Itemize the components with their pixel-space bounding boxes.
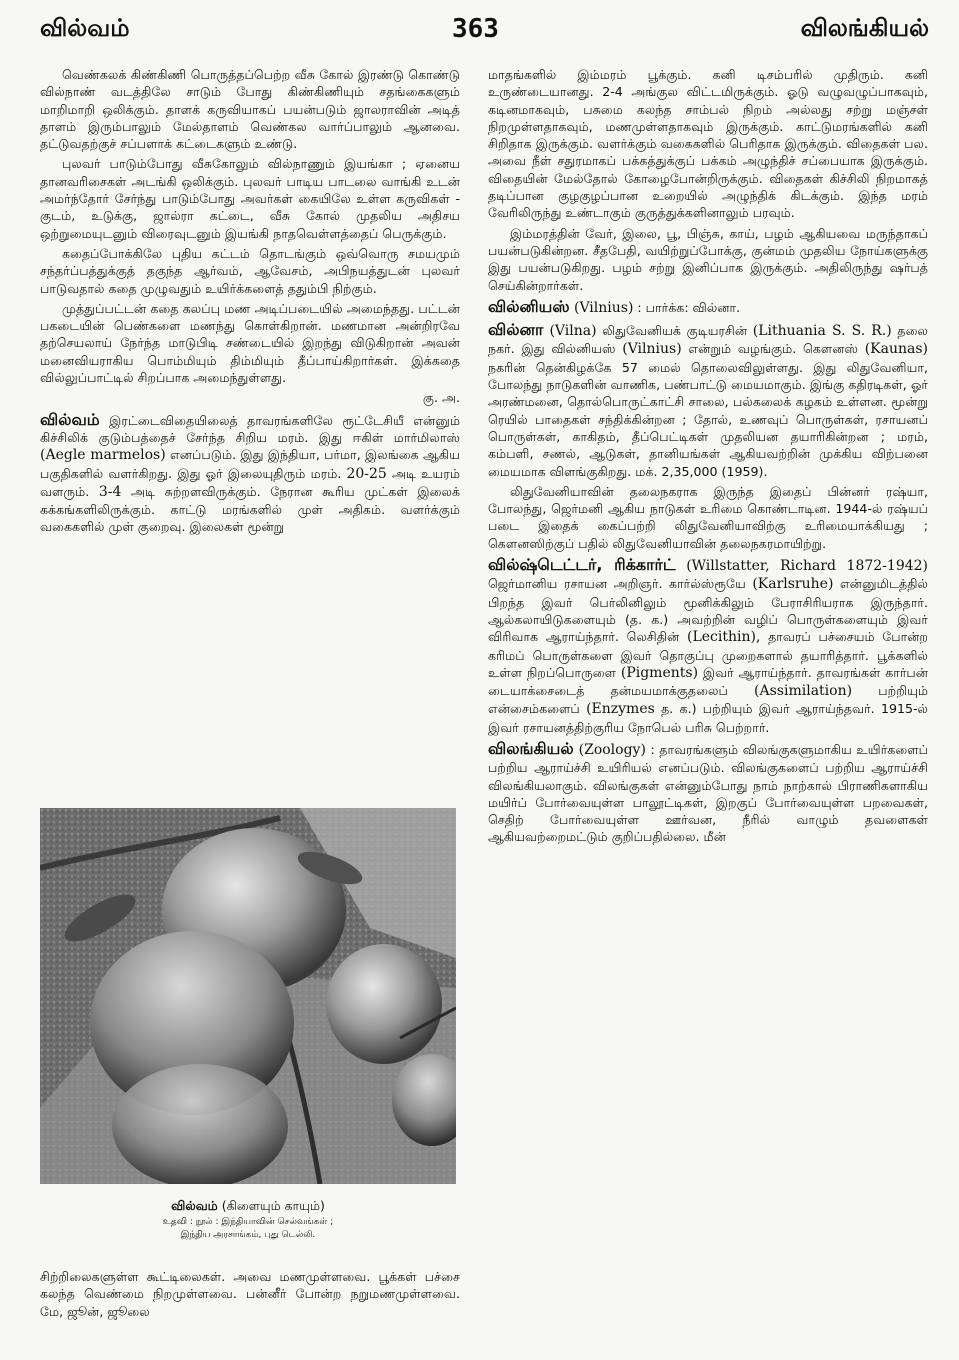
number: 3-4 <box>98 483 122 500</box>
page-number: 363 <box>452 14 499 44</box>
entry-text: அடி உயரம் வளரும். <box>40 465 460 499</box>
latin-name: (Zoology) <box>573 741 646 758</box>
entry-text: லிதுவேனியக் குடியரசின் <box>596 323 753 339</box>
figure-credit <box>40 1216 456 1242</box>
running-head-right: விலங்கியல் <box>800 14 929 42</box>
entry-text: என்றும் வழங்கும். கௌனஸ் <box>681 341 865 357</box>
entry-vilnius <box>488 298 928 317</box>
right-column <box>488 66 928 849</box>
entry-text: இரட்டைவிதையிலைத் தாவரங்களிலே ரூட்டேசியீ என்னும் கிச்சிலிக் குடும்பத்தைச் சேர்ந்த சிறிய மரம். இது ஈகிள் மார்மிலாஸ் <box>40 412 460 445</box>
entry-vilvam <box>40 411 460 536</box>
entry-vilna <box>488 321 928 480</box>
paragraph: வெண்கலக் கிண்கிணி பொருத்தப்பெற்ற வீசு கோல் இரண்டு கொண்டு வில்நாண் வடத்திலே சாடும் போது கிண்கிணியும் சதங்கைகளும் மாறிமாறி ஒலிக்கும். தாளக் கருவியாகப் பயன்படும் ஜாலராவின் அடித் தாளம் இரும்பாலும் மேல்தாளம் வெண்கல வார்ப்பாலும் ஆனவை. தட்டுவதற்குச் சப்பளாக் கட்டைகளும் உண்டு. <box>40 67 460 152</box>
paragraph: கதைப்போக்கிலே புதிய கட்டம் தொடங்கும் ஒவ்வொரு சமயமும் சந்தர்ப்பத்துக்குத் தகுந்த ஆர்வம், ஆவேசம், அபிநயத்துடன் புலவர் பாடுவதால் கதை முழுவதும் உயிர்க்களைத் ததும்பி நிற்கும். <box>40 245 460 296</box>
credit-line: உதவி : நூல் : இந்தியாவின் செல்வங்கள் ; <box>162 1217 334 1227</box>
entry-text: தாவரப் பச்சையம் போன்ற கரிமப் பொருள்களை இவர் தொகுப்பு முறைகளால் தயாரித்தார். பூக்களில் உள்ள நிறப்பொருளை <box>488 629 928 680</box>
paragraph: புலவர் பாடும்போது வீசுகோலும் வில்நாணும் இயங்கா ; ஏனைய தானவரிசைகள் அடங்கி ஒலிக்கும். புலவர் பாடிய பாடலை வாங்கி உடன் அமர்ந்தோர் சேர்ந்து பாடும்போது அவர்கள் கையிலே உள்ள கருவிகள் - குடம், உடுக்கு, ஜால்ரா கட்டை, வீசு கோல் முதலிய அதிசய ஒற்றுமையுடனும் விரைவுடனும் இயங்கி நாதவெள்ளத்தைப் பெருக்கும். <box>40 156 460 241</box>
entry-text: பற்றியும் என்சைம்களைப் <box>488 683 928 717</box>
left-column <box>40 66 460 539</box>
latin-name: (Willstatter, Richard 1872-1942) <box>675 558 929 575</box>
latin-name: (Vilna) <box>543 323 597 340</box>
entry-headword: விலங்கியல் <box>488 738 574 758</box>
paragraph: சிற்றிலைகளுள்ள கூட்டிலைகள். அவை மணமுள்ளவை. பூக்கள் பச்சை கலந்த வெண்மை நிறமுள்ளவை. பன்னீர் போன்ற நறுமணமுள்ளவை. மே, ஜூன், ஜூலை <box>40 1269 460 1319</box>
paragraph: மாதங்களில் இம்மரம் பூக்கும். கனி டிசம்பரில் முதிரும். கனி உருண்டையானது. 2-4 அங்குல விட்டமிருக்கும். ஓடு வழுவழுப்பாகவும், கடினமாகவும், பசுமை கலந்த சாம்பல் நிறம் அல்லது சற்று மஞ்சள் நிறமுள்ளதாகவும், மணமுள்ளதாகவும் இருக்கும். காட்டுமரங்களில் கனி சிறிதாக இருக்கும். வளர்க்கும் வகைகளில் பெரிதாக இருக்கும். விதைகள் பல. அவை நீள் சதுரமாகப் பக்கத்துக்குப் பக்கம் அழுந்திச் சப்பையாக இருக்கும். விதையின் மேல்தோல் கோழைபோன்றிருக்கும். விதைகள் கிச்சிலி நிறமாகத் தடிப்பான குழகுழப்பான உறையில் அழுந்திக் கிடக்கும். இந்த மரம் வேரிலிருந்து உண்டாகும் குருத்துக்களினாலும் பரவும். <box>488 67 928 221</box>
entry-headword: வில்வம் <box>40 409 100 429</box>
bael-fruit-photo <box>40 808 456 1184</box>
latin-name: (Enzymes <box>586 701 655 718</box>
latin-name: (Aegle marmelos) <box>40 447 166 464</box>
entry-text: தலை நகர். இது வில்னியஸ் <box>488 323 928 357</box>
paragraph: இம்மரத்தின் வேர், இலை, பூ, பிஞ்சு, காய், பழம் ஆகியவை மருந்தாகப் பயன்படுகின்றன. சீதபேதி, வயிற்றுப்போக்கு, குன்மம் முதலிய நோய்களுக்கு இது பயன்படுகிறது. பழம் சற்று இனிப்பாக இருக்கும். அதிலிருந்து ஷர்பத் செய்கின்றார்கள். <box>488 225 928 293</box>
entry-headword: வில்னியஸ் <box>488 296 570 316</box>
entry-text: நகரின் தென்கிழக்கே 57 மைல் தொலைவிலுள்ளது. இது லிதுவேனியா, போலந்து நாடுகளின் வாணிக, பண்பாட்டு மையமாகும். இங்கு கதிரடிகள், ஓர் அரண்மனை, தொல்பொருட்காட்சி சாலை, பல்கலைக் கழகம் உள்ளன. மூன்று ரெயில் பாதைகள் சந்திக்கின்றன ; தோல், உணவுப் பொருள்கள், ரசாயனப் பொருள்கள், காகிதம், தீப்பெட்டிகள் முதலியன தயாரிகின்றன ; மரம், கம்பளி, சணல், ஆடுகள், தானியங்கள் ஆகியவற்றின் முக்கிய விற்பனை மையமாக விளங்குகிறது. மக். 2,35,000 (1959). <box>488 359 928 479</box>
latin-name: (Kaunas) <box>864 341 928 358</box>
entry-text: த. க.) பற்றியும் இவர் ஆராய்ந்தவர். 1915-ல் இவர் ரசாயனத்திற்குரிய நோபெல் பரிசு பெற்றார். <box>488 701 928 735</box>
entry-headword: வில்ஷ்டெட்டர், ரிக்கார்ட் <box>488 555 676 575</box>
entry-text: எனப்படும். இது இந்தியா, பர்மா, இலங்கை ஆகிய பகுதிகளில் வளர்கிறது. இது ஓர் இலையுதிரும் மரம். <box>40 447 460 481</box>
entry-text: என்னுமிடத்தில் பிறந்த இவர் பெர்லினிலும் மூனிக்கிலும் பேராசிரியராக இருந்தார். ஆல்கலாயிடுகளையும் (த. க.) அவற்றின் வழிப் பொருள்களையும் இவர் விரிவாக ஆராய்ந்தார். லெசிதின் <box>488 576 928 645</box>
latin-name: (Lithuania S. S. R.) <box>752 323 892 340</box>
entry-text: அடி சுற்றளவிருக்கும். நேரான கூரிய முட்கள் இலைக் கக்கங்களிலிருக்கும். காட்டு மரங்களில் முள் அதிகம். வளர்க்கும் வகைகளில் முள் குறைவு. இலைகள் மூன்று <box>40 483 460 535</box>
entry-headword: வில்னா <box>488 320 544 340</box>
entry-text: : தாவரங்களும் விலங்குகளுமாகிய உயிர்களைப் பற்றிய ஆராய்ச்சி உயிரியல் எனப்படும். விலங்குகளைப் பற்றிய ஆராய்ச்சி விலங்கியலாகும். விலங்குகள் என்னும்போது நாம் நாற்கால் பிராணிகளாகிய மயிர்ப் போர்வையுள்ள பாலூட்டிகள், இறகுப் போர்வையுள்ள பறவைகள், செதிற் போர்வையுள்ள ஊர்வன, நீரில் வாழும் தவளைகள் ஆகியவற்றைமட்டும் குறிப்பதில்லை. மீன் <box>488 741 928 845</box>
latin-name: (Vilnius) <box>622 341 682 358</box>
latin-name: (Vilnius) <box>569 299 634 316</box>
caption-title: வில்வம் <box>171 1198 218 1213</box>
running-head-left: வில்வம் <box>40 14 130 42</box>
latin-name: (Assimilation) <box>754 683 853 700</box>
paragraph: முத்துப்பட்டன் கதை கலப்பு மண அடிப்படையில் அமைந்தது. பட்டன் பகடையின் பெண்களை மணந்து கொள்கிறான். மணமான அன்றிரவே தற்செயலாய் நேர்ந்த மாடுபிடி சண்டையில் இறந்து விடுகிறான் அவன் மனைவியராகிய பொம்மியும் திம்மியும் தீப்பாய்கிறார்கள். இக்கதை வில்லுப்பாட்டில் சிறப்பாக அமைந்துள்ளது. <box>40 300 460 386</box>
latin-name: (Pigments) <box>620 664 699 681</box>
author-initials: கு. அ. <box>422 390 460 406</box>
credit-line: இந்திய அரசாங்கம், புது டெல்லி. <box>180 1230 316 1240</box>
paragraph: லிதுவேனியாவின் தலைநகராக இருந்த இதைப் பின்னர் ரஷ்யா, போலந்து, ஜெர்மனி ஆகிய நாடுகள் உரிமை கொண்டாடின. 1944-ல் ரஷ்யப் படை இதைக் கைப்பற்றி லிதுவேனியாவிற்கு உரிமையாக்கியது ; கௌனஸிற்குப் பதில் லிதுவேனியாவின் தலைநகரமாயிற்று. <box>488 483 928 551</box>
left-column-continued <box>40 1268 460 1323</box>
latin-name: (Lecithin), <box>687 629 761 646</box>
entry-willstatter <box>488 556 928 736</box>
entry-zoology <box>488 740 928 846</box>
number: 20-25 <box>346 465 387 482</box>
caption-text: (கிளையும் காயும்) <box>217 1198 325 1213</box>
figure-caption <box>40 1198 456 1215</box>
entry-text: ஜெர்மானிய ரசாயன அறிஞர். கார்ல்ஸ்ரூயே <box>488 576 753 592</box>
latin-name: (Karlsruhe) <box>752 576 834 593</box>
entry-text: இவர் ஆராய்ந்தார். தாவரங்கள் கார்பன் டையாக்சைடைத் தன்மயமாக்குதலைப் <box>488 664 928 699</box>
entry-text: : பார்க்க: வில்னா. <box>633 299 741 315</box>
